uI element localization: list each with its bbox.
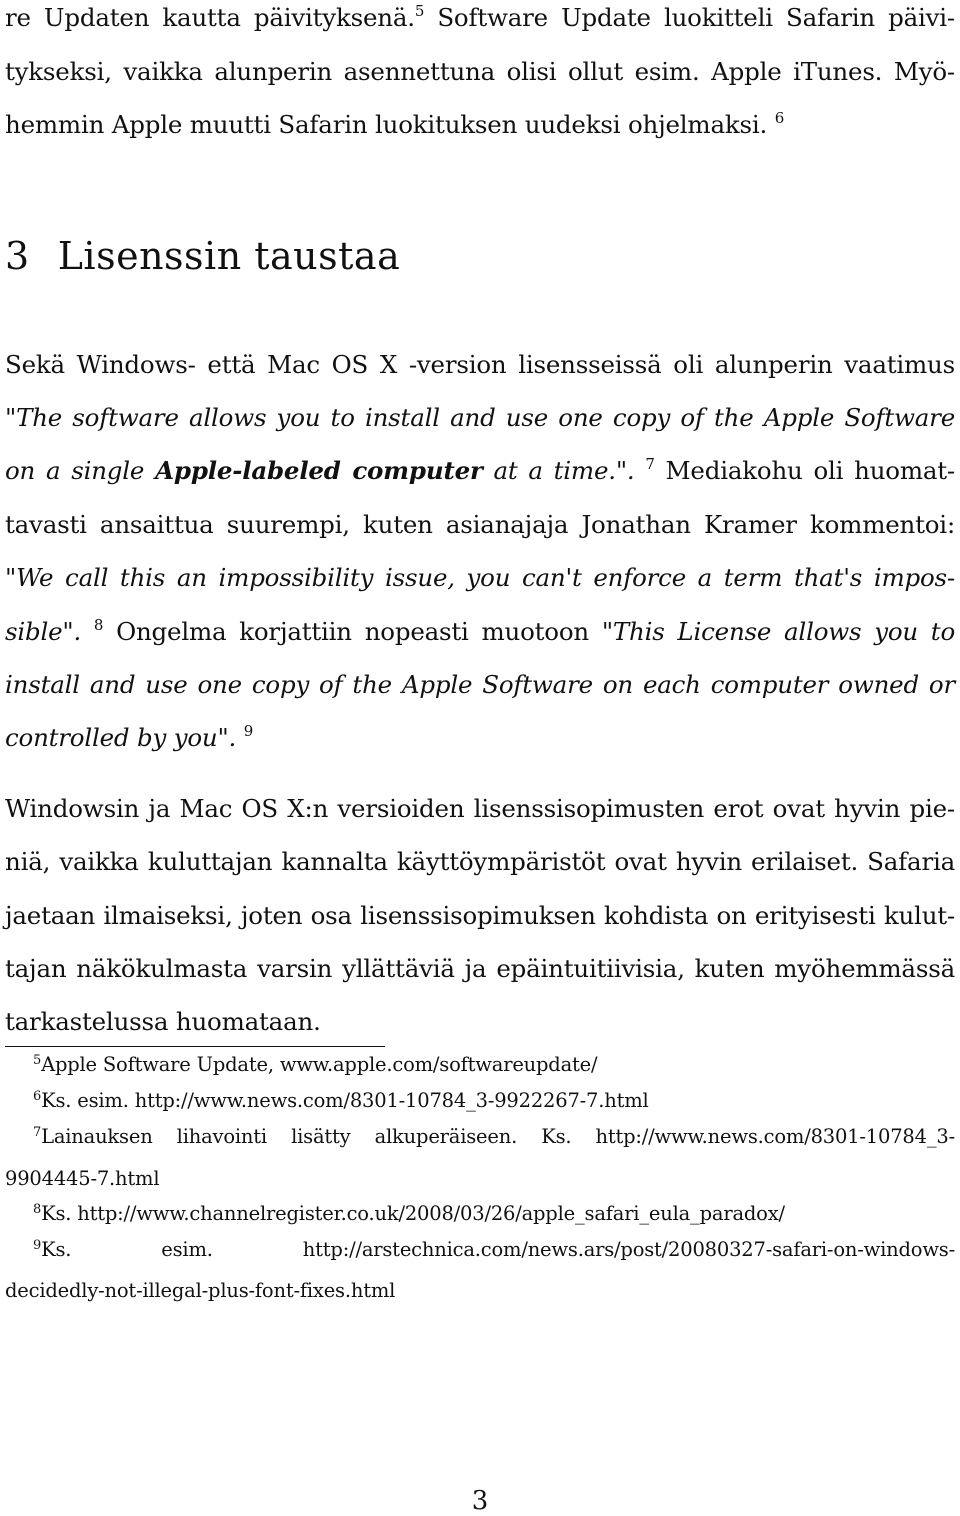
footnote-7: $^7$Lainauksen lihavointi lisätty alkuperäiseen. Ks. http://www.news.com/8301-10784_3- [33, 1125, 955, 1148]
intro-line-2: tykseksi, vaikka alunperin asennettuna olisi ollut esim. Apple iTunes. Myö- [5, 57, 955, 86]
footnote-7-text: Lainauksen lihavointi lisätty alkuperäiseen. Ks. http://www.news.com/8301-10784_3- [41, 1125, 955, 1148]
para2-line-3: jaetaan ilmaiseksi, joten osa lisenssisopimuksen kohdista on erityisesti kulut- [5, 901, 955, 930]
footnote-8-text: Ks. http://www.channelregister.co.uk/2008/03/26/apple_safari_eula_paradox/ [41, 1202, 785, 1225]
footnote-9-text: Ks. esim. http://arstechnica.com/news.ars/post/20080327-safari-on-windows- [41, 1238, 955, 1261]
page-number: 3 [471, 1486, 489, 1516]
para2-line-2: niä, vaikka kuluttajan kannalta käyttöympäristöt ovat hyvin erilaiset. Safaria [5, 847, 955, 876]
para1-line-3: on a single Apple-labeled computer at a time.". $^7$ Mediakohu oli huomat- [5, 455, 955, 485]
footnote-ref-8: 8 [93, 616, 104, 634]
para1-line-6: sible". $^8$ Ongelma korjattiin nopeasti muotoon "This License allows you to [5, 616, 956, 646]
intro-line-3: hemmin Apple muutti Safarin luokituksen uudeksi ohjelmaksi. $^6$ [5, 109, 785, 139]
para1-line-2: "The software allows you to install and use one copy of the Apple Software [5, 403, 955, 432]
footnote-6: $^6$Ks. esim. http://www.news.com/8301-10784_3-9922267-7.html [33, 1089, 649, 1112]
footnote-ref-9: 9 [243, 722, 254, 740]
para1-line-8: controlled by you". $^9$ [5, 722, 254, 752]
footnote-ref-6: 6 [774, 109, 785, 127]
footnote-ref-7: 7 [645, 455, 655, 473]
footnote-7-continued: 9904445-7.html [5, 1167, 160, 1190]
footnote-6-text: Ks. esim. http://www.news.com/8301-10784_3-9922267-7.html [41, 1089, 649, 1112]
section-heading [5, 232, 400, 280]
section-number: 3 [5, 234, 30, 278]
section-title: Lisenssin taustaa [57, 234, 401, 278]
para2-line-1: Windowsin ja Mac OS X:n versioiden lisenssisopimusten erot ovat hyvin pie- [5, 794, 955, 823]
intro-line-1: re Updaten kautta päivityksenä.$^5$ Software Update luokitteli Safarin päivi- [5, 2, 955, 32]
para1-line-7: install and use one copy of the Apple Software on each computer owned or [5, 670, 955, 699]
footnote-5-text: Apple Software Update, www.apple.com/softwareupdate/ [41, 1053, 598, 1076]
footnote-5: $^5$Apple Software Update, www.apple.com/softwareupdate/ [33, 1053, 598, 1076]
footnote-9: $^9$Ks. esim. http://arstechnica.com/news.ars/post/20080327-safari-on-windows- [33, 1238, 955, 1261]
footnote-8: $^8$Ks. http://www.channelregister.co.uk/2008/03/26/apple_safari_eula_paradox/ [33, 1202, 785, 1225]
para1-line-1: Sekä Windows- että Mac OS X -version lisensseissä oli alunperin vaatimus [5, 350, 955, 379]
para1-line-4: tavasti ansaittua suurempi, kuten asianajaja Jonathan Kramer kommentoi: [5, 510, 955, 539]
footnote-9-continued: decidedly-not-illegal-plus-font-fixes.html [5, 1279, 396, 1302]
footnote-ref-5: 5 [414, 2, 425, 20]
bold-emphasis: Apple-labeled computer [155, 456, 483, 485]
footnote-divider [5, 1046, 385, 1047]
para2-line-4: tajan näkökulmasta varsin yllättäviä ja epäintuitiivisia, kuten myöhemmässä [5, 954, 955, 983]
para1-line-5: "We call this an impossibility issue, you can't enforce a term that's impos- [5, 563, 955, 592]
para2-line-5: tarkastelussa huomataan. [5, 1007, 321, 1036]
